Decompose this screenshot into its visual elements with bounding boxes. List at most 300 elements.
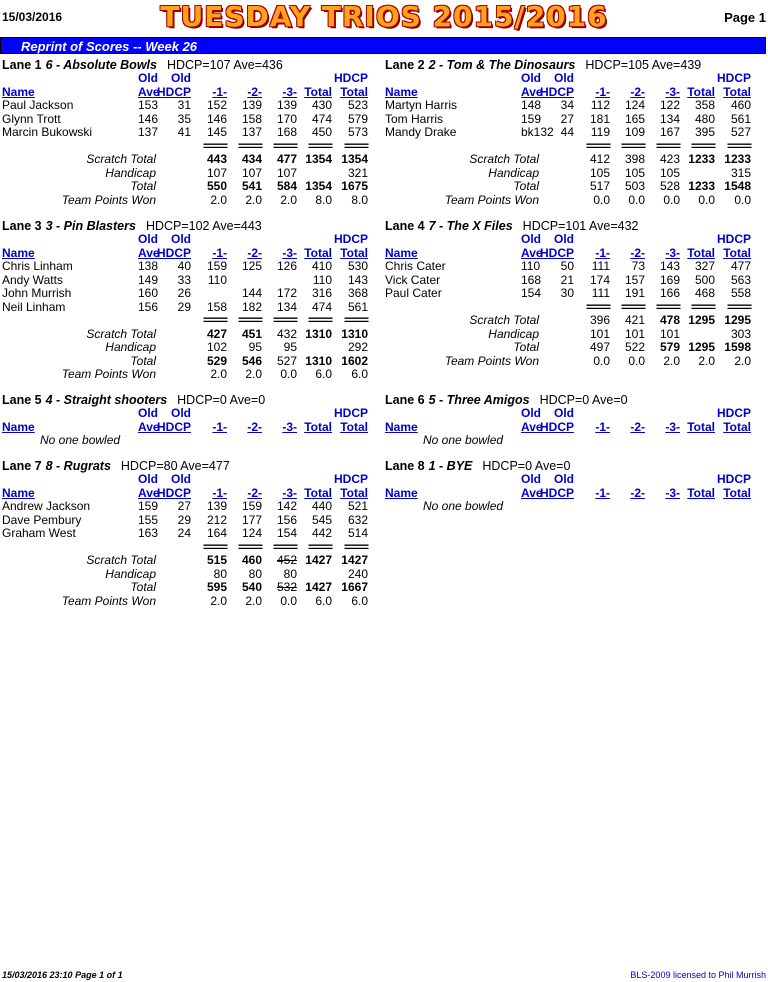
- scratch-total: 395: [694, 125, 715, 139]
- summary-value: 2.0: [210, 367, 227, 381]
- blank-cell: [156, 314, 191, 328]
- summary-value: 1675: [341, 179, 368, 193]
- game-1: 152: [206, 98, 227, 112]
- summary-value: [297, 341, 332, 355]
- summary-value: 101: [589, 326, 610, 341]
- separator: ====: [690, 138, 715, 153]
- blank-cell: [262, 233, 297, 247]
- hdcp-total-header: HDCP: [333, 406, 368, 420]
- summary-value: 540: [241, 580, 262, 594]
- blank-cell: [156, 167, 191, 181]
- summary-value: 2.0: [210, 593, 227, 608]
- scratch-total: 440: [311, 499, 332, 513]
- separator-row: [2, 314, 368, 328]
- lane-number: Lane 4: [385, 219, 425, 233]
- summary-label: Handicap: [488, 165, 539, 180]
- game-2: 165: [624, 111, 645, 126]
- summary-value: 0.0: [280, 593, 297, 608]
- team-meta: HDCP=0 Ave=0: [177, 393, 266, 407]
- team-total-row: [2, 180, 368, 194]
- player-name: John Murrish: [2, 286, 72, 300]
- team-name: 3 - Pin Blasters: [45, 219, 136, 233]
- team-name: 1 - BYE: [428, 459, 473, 473]
- lane-block: [2, 219, 368, 382]
- score-table: [385, 72, 751, 207]
- summary-value: 517: [589, 179, 610, 193]
- team-name: 4 - Straight shooters: [45, 393, 168, 407]
- blank-cell: [2, 541, 138, 555]
- blank-cell: [521, 140, 539, 154]
- handicap-row: [2, 341, 368, 355]
- player-row: [2, 514, 368, 528]
- table-row: [2, 434, 368, 448]
- lane-number: Lane 5: [2, 393, 42, 407]
- hdcp-total: 530: [347, 259, 368, 273]
- game1-header: -1-: [212, 245, 227, 260]
- summary-value: 503: [624, 179, 645, 193]
- game3-header: -3-: [665, 419, 680, 434]
- game-2: 137: [241, 125, 262, 139]
- game-3: 143: [659, 259, 680, 273]
- hdcp-header: HDCP: [539, 419, 574, 434]
- summary-value: [297, 167, 332, 181]
- blank-cell: [297, 233, 332, 247]
- summary-value: 1667: [341, 580, 368, 594]
- lane-title: [2, 393, 368, 407]
- game-1: 174: [589, 272, 610, 287]
- game-3: [262, 274, 297, 288]
- lane-title: [2, 219, 368, 233]
- game-3: 166: [659, 286, 680, 300]
- scratch-total: 480: [694, 111, 715, 126]
- player-name: Glynn Trott: [2, 111, 61, 126]
- summary-value: 522: [624, 340, 645, 354]
- scratch-total-row: [2, 554, 368, 568]
- hdcp-total-header: Total: [723, 84, 751, 99]
- blank-cell: [385, 233, 521, 247]
- hdcp-total: 523: [347, 98, 368, 112]
- blank-cell: [539, 140, 574, 154]
- lane-block: [385, 58, 751, 207]
- column-header-row: [2, 86, 368, 100]
- summary-value: 101: [624, 326, 645, 341]
- separator: ====: [726, 299, 751, 314]
- player-name: Andrew Jackson: [2, 499, 91, 513]
- summary-label: Team Points Won: [444, 353, 539, 368]
- team-points-row: [2, 368, 368, 382]
- summary-value: 240: [347, 566, 368, 581]
- game2-header: -2-: [630, 485, 645, 500]
- summary-value: 541: [241, 179, 262, 193]
- game2-header: -2-: [630, 419, 645, 434]
- blank-cell: [385, 140, 521, 154]
- blank-cell: [227, 72, 262, 86]
- summary-value: 6.0: [351, 367, 368, 381]
- separator: ====: [237, 313, 262, 327]
- lane-block: [385, 219, 751, 368]
- blank-cell: [297, 72, 332, 86]
- blank-cell: [645, 473, 680, 487]
- column-header-row: [385, 407, 751, 421]
- blank-cell: [191, 407, 227, 421]
- summary-label: Handicap: [105, 340, 156, 354]
- score-table: [2, 233, 368, 382]
- summary-value: 1598: [724, 340, 751, 354]
- summary-value: 101: [659, 326, 680, 341]
- separator: ====: [585, 299, 610, 314]
- summary-value: 0.0: [280, 367, 297, 381]
- hdcp-total-header: Total: [340, 245, 368, 260]
- summary-value: 303: [730, 326, 751, 341]
- team-total-row: [385, 341, 751, 355]
- blank-cell: [156, 140, 191, 154]
- game-1: 181: [589, 111, 610, 126]
- summary-value: 105: [589, 165, 610, 180]
- lane-title: [2, 58, 368, 72]
- scratch-total: 442: [311, 526, 332, 540]
- summary-value: 1427: [305, 553, 332, 567]
- separator: ====: [272, 539, 297, 554]
- summary-value: 2.0: [245, 593, 262, 608]
- blank-cell: [227, 407, 262, 421]
- blank-cell: [574, 233, 610, 247]
- report-title: TUESDAY TRIOS 2015/2016: [160, 0, 608, 33]
- summary-value: 2.0: [663, 353, 680, 368]
- summary-label: Team Points Won: [61, 593, 156, 608]
- team-name: 2 - Tom & The Dinosaurs: [428, 58, 576, 72]
- summary-value: 0.0: [628, 192, 645, 207]
- old-ave: 160: [138, 286, 159, 300]
- blank-cell: [297, 473, 332, 487]
- blank-cell: [227, 233, 262, 247]
- game-2: 159: [241, 499, 262, 513]
- blank-cell: [156, 541, 191, 555]
- old-ave: 146: [138, 111, 159, 126]
- hdcp-total: 521: [347, 499, 368, 513]
- handicap-row: [385, 328, 751, 342]
- old-ave: 159: [521, 111, 542, 126]
- separator: ====: [202, 539, 227, 554]
- separator-row: [385, 140, 751, 154]
- hdcp-total: 573: [347, 125, 368, 139]
- team-total-row: [2, 581, 368, 595]
- summary-value: 2.0: [280, 192, 297, 207]
- player-name: Paul Jackson: [2, 98, 74, 112]
- score-table: [385, 473, 751, 514]
- old-ave-header: Old: [138, 406, 158, 420]
- game2-header: -2-: [247, 84, 262, 99]
- scratch-total: 316: [311, 286, 332, 300]
- separator: ====: [272, 313, 297, 327]
- game-3: 170: [276, 111, 297, 126]
- game-3: 126: [276, 259, 297, 273]
- player-name: Marcin Bukowski: [2, 125, 93, 139]
- old-ave-header: Old: [138, 71, 158, 85]
- summary-value: 497: [589, 340, 610, 354]
- column-header-row: [2, 473, 368, 487]
- player-row: [385, 113, 751, 127]
- blank-cell: [645, 72, 680, 86]
- hdcp-total: 558: [730, 286, 751, 300]
- summary-value: 1427: [305, 580, 332, 594]
- old-hdcp: 30: [560, 286, 574, 300]
- summary-value: 527: [276, 353, 297, 368]
- blank-cell: [156, 341, 191, 355]
- game-3: 134: [276, 299, 297, 314]
- lane-title: [385, 219, 751, 233]
- game-3: 172: [276, 286, 297, 300]
- summary-value: 2.0: [210, 192, 227, 207]
- summary-value: 95: [283, 340, 297, 354]
- lane-number: Lane 3: [2, 219, 42, 233]
- summary-value: 2.0: [698, 353, 715, 368]
- summary-value: 2.0: [245, 367, 262, 381]
- game3-header: -3-: [282, 419, 297, 434]
- separator: ====: [307, 138, 332, 153]
- summary-value: 434: [241, 152, 262, 166]
- name-header: Name: [2, 245, 35, 260]
- team-meta: HDCP=102 Ave=443: [145, 219, 262, 233]
- game-2: 139: [241, 98, 262, 112]
- column-header-row: [2, 487, 368, 501]
- game1-header: -1-: [212, 485, 227, 500]
- old-hdcp: 29: [177, 299, 191, 314]
- hdcp-total: 460: [730, 98, 751, 112]
- blank-cell: [680, 407, 715, 421]
- separator-row: [2, 140, 368, 154]
- summary-value: [680, 167, 715, 181]
- team-total-row: [385, 180, 751, 194]
- game3-header: -3-: [282, 245, 297, 260]
- separator: ====: [343, 138, 368, 153]
- player-row: [2, 527, 368, 541]
- summary-value: 546: [241, 353, 262, 368]
- summary-value: 80: [248, 566, 262, 581]
- total-header: Total: [687, 419, 715, 434]
- score-table: [385, 407, 751, 448]
- scratch-total: 450: [311, 125, 332, 139]
- ave-header: Ave: [521, 245, 543, 260]
- no-one-bowled: No one bowled: [40, 433, 121, 447]
- total-header: Total: [304, 485, 332, 500]
- summary-value: 6.0: [315, 367, 332, 381]
- blank-cell: [156, 355, 191, 369]
- blank-cell: [539, 180, 574, 194]
- summary-value: 2.0: [245, 192, 262, 207]
- separator: ====: [202, 138, 227, 153]
- old-hdcp: 21: [560, 272, 574, 287]
- hdcp-total-header: Total: [723, 245, 751, 260]
- summary-value: 529: [206, 353, 227, 368]
- game-2: 158: [241, 111, 262, 126]
- hdcp-header: HDCP: [156, 419, 191, 434]
- game-2: 73: [631, 259, 645, 273]
- player-row: [2, 301, 368, 315]
- player-name: Tom Harris: [385, 111, 444, 126]
- hdcp-total: 579: [347, 111, 368, 126]
- summary-value: 107: [276, 165, 297, 180]
- game-3: 142: [276, 499, 297, 513]
- blank-cell: [539, 153, 574, 167]
- ave-header: Ave: [138, 485, 160, 500]
- ave-header: Ave: [521, 419, 543, 434]
- player-row: [2, 126, 368, 140]
- summary-value: [680, 328, 715, 342]
- summary-value: 1354: [341, 152, 368, 166]
- summary-value: 595: [206, 580, 227, 594]
- blank-cell: [385, 301, 521, 315]
- lane-block: [385, 393, 751, 448]
- old-hdcp: 35: [177, 111, 191, 126]
- summary-value: 80: [283, 566, 297, 581]
- separator: ====: [202, 313, 227, 327]
- total-header: Total: [687, 485, 715, 500]
- score-table: [385, 233, 751, 368]
- game-1: 159: [206, 259, 227, 273]
- summary-label: Handicap: [105, 165, 156, 180]
- old-ave: bk132: [521, 125, 554, 139]
- old-ave: 153: [138, 98, 159, 112]
- team-meta: HDCP=105 Ave=439: [585, 58, 702, 72]
- blank-cell: [574, 473, 610, 487]
- name-header: Name: [385, 84, 418, 99]
- game2-header: -2-: [247, 485, 262, 500]
- column-header-row: [2, 421, 368, 435]
- team-meta: HDCP=80 Ave=477: [120, 459, 230, 473]
- summary-label: Total: [513, 179, 539, 193]
- summary-value: 477: [276, 152, 297, 166]
- hdcp-total-header: Total: [340, 485, 368, 500]
- hdcp-header: HDCP: [156, 245, 191, 260]
- old-ave-header: Old: [138, 472, 158, 486]
- old-ave: 154: [521, 286, 542, 300]
- old-hdcp: 34: [560, 98, 574, 112]
- summary-value: 80: [213, 566, 227, 581]
- summary-value: 8.0: [315, 192, 332, 207]
- game-2: 191: [624, 286, 645, 300]
- lane-title: [385, 58, 751, 72]
- game-1: 158: [206, 299, 227, 314]
- summary-value: 528: [659, 179, 680, 193]
- hdcp-total-header: Total: [723, 485, 751, 500]
- summary-value: 0.0: [593, 353, 610, 368]
- hdcp-total: 527: [730, 125, 751, 139]
- summary-value: 1310: [305, 326, 332, 341]
- game3-header: -3-: [282, 485, 297, 500]
- game1-header: -1-: [595, 419, 610, 434]
- old-ave-header: Old: [521, 406, 541, 420]
- footer-timestamp: 15/03/2016 23:10 Page 1 of 1: [2, 970, 123, 980]
- team-points-row: [2, 595, 368, 609]
- lane-block: [2, 459, 368, 608]
- hdcp-header: HDCP: [539, 485, 574, 500]
- column-header-row: [385, 72, 751, 86]
- separator: ====: [655, 138, 680, 153]
- old-ave: 168: [521, 272, 542, 287]
- game-3: 154: [276, 526, 297, 540]
- player-name: Andy Watts: [2, 272, 63, 287]
- old-ave: 163: [138, 526, 159, 540]
- summary-value: 398: [624, 152, 645, 166]
- hdcp-total-header: HDCP: [333, 472, 368, 486]
- game3-header: -3-: [665, 84, 680, 99]
- player-name: Chris Cater: [385, 259, 446, 273]
- game3-header: -3-: [665, 245, 680, 260]
- summary-value: 0.0: [663, 192, 680, 207]
- summary-value: 460: [241, 553, 262, 567]
- hdcp-header: HDCP: [539, 245, 574, 260]
- blank-cell: [156, 180, 191, 194]
- team-points-row: [2, 194, 368, 208]
- hdcp-header: HDCP: [156, 84, 191, 99]
- summary-value: 1233: [688, 179, 715, 193]
- separator: ====: [343, 539, 368, 554]
- blank-cell: [574, 72, 610, 86]
- summary-value: 412: [589, 152, 610, 166]
- summary-value: 0.0: [734, 192, 751, 207]
- summary-value: 1233: [688, 152, 715, 166]
- player-name: Dave Pembury: [2, 512, 82, 527]
- summary-value: 1233: [724, 152, 751, 166]
- summary-value: 1295: [688, 313, 715, 327]
- no-one-bowled: No one bowled: [423, 433, 504, 447]
- column-header-row: [2, 72, 368, 86]
- name-header: Name: [385, 419, 418, 434]
- hdcp-header: HDCP: [156, 485, 191, 500]
- summary-value: 0.0: [628, 353, 645, 368]
- old-hdcp-header: Old: [171, 71, 191, 85]
- summary-label: Scratch Total: [469, 313, 539, 327]
- team-points-row: [385, 194, 751, 208]
- separator: ====: [726, 138, 751, 153]
- player-row: [385, 126, 751, 140]
- summary-value: 432: [276, 326, 297, 341]
- game1-header: -1-: [595, 84, 610, 99]
- scratch-total-row: [2, 153, 368, 167]
- blank-cell: [610, 473, 645, 487]
- game-1: 111: [591, 286, 610, 300]
- old-hdcp: 26: [177, 286, 191, 300]
- summary-value: 550: [206, 179, 227, 193]
- blank-cell: [262, 473, 297, 487]
- old-hdcp-header: Old: [171, 232, 191, 246]
- summary-value: 1354: [305, 179, 332, 193]
- old-hdcp: 27: [177, 499, 191, 513]
- scratch-total: 500: [694, 272, 715, 287]
- player-row: [385, 287, 751, 301]
- lane-title: [385, 393, 751, 407]
- game-2: 125: [241, 259, 262, 273]
- summary-label: Scratch Total: [86, 553, 156, 567]
- lane-block: [2, 58, 368, 207]
- scratch-total-row: [385, 314, 751, 328]
- summary-value: 1295: [688, 340, 715, 354]
- old-ave-header: Old: [521, 71, 541, 85]
- separator: ====: [620, 299, 645, 314]
- separator: ====: [585, 138, 610, 153]
- blank-cell: [297, 407, 332, 421]
- lane-number: Lane 2: [385, 58, 425, 72]
- name-header: Name: [2, 419, 35, 434]
- team-meta: HDCP=107 Ave=436: [166, 58, 283, 72]
- summary-value: 452: [276, 553, 297, 567]
- summary-value: 1310: [341, 326, 368, 341]
- blank-cell: [539, 328, 574, 342]
- hdcp-total: 477: [730, 259, 751, 273]
- game1-header: -1-: [595, 485, 610, 500]
- hdcp-total: 514: [347, 526, 368, 540]
- game-2: 182: [241, 299, 262, 314]
